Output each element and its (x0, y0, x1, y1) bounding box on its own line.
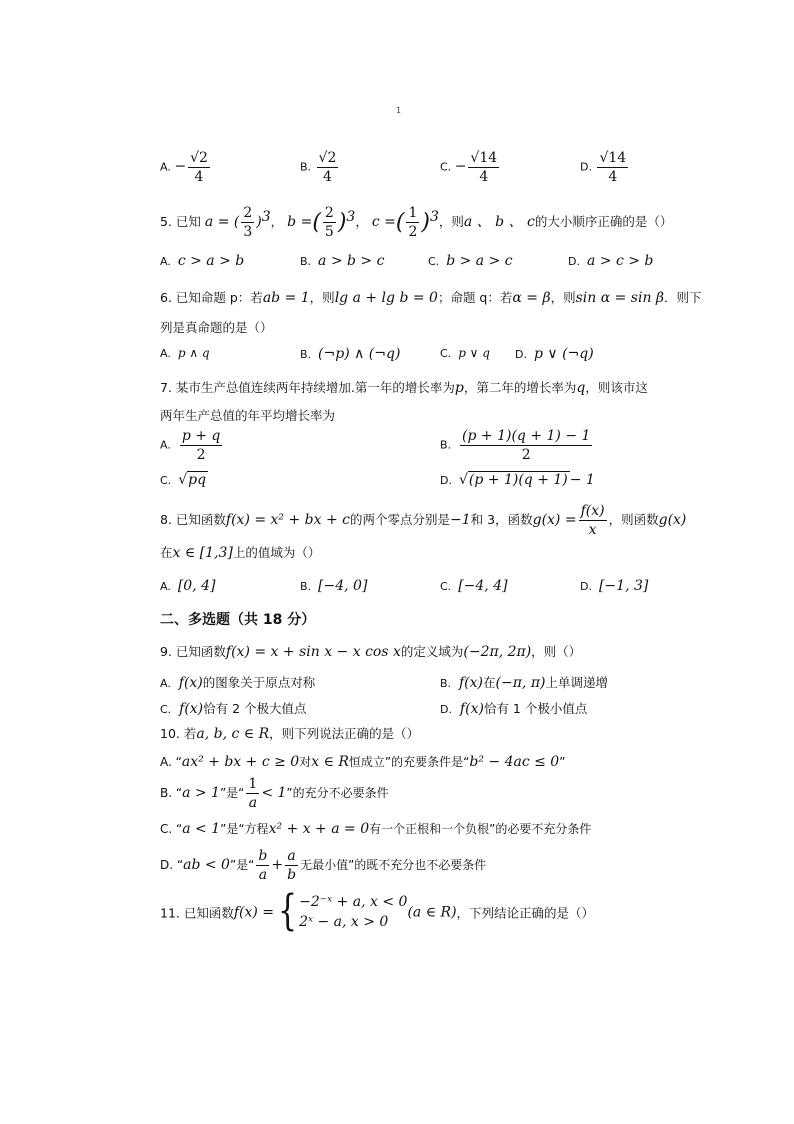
q9-option-d[interactable]: D. f(x)恰有 1 个极小值点 (440, 701, 588, 717)
left-brace: { (278, 887, 298, 937)
option-label: A. (160, 160, 171, 174)
q8-option-b[interactable]: B. [−4, 0] (300, 578, 368, 594)
fraction: $\frac{(p + 1)(q + 1) - 1}{2}$ (462, 428, 591, 464)
q4-option-c[interactable] (440, 150, 501, 185)
q7-option-b[interactable]: B. $\frac{(p + 1)(q + 1) - 1}{2}$ (440, 428, 591, 464)
fraction: $\frac{√14}{4}$ (599, 150, 627, 186)
radical-sign: √ (458, 472, 468, 488)
fraction: $\frac{√2}{4}$ (318, 150, 337, 186)
q10-option-a[interactable]: A. “ax² + bx + c ≥ 0对x ∈ R恒成立”的充要条件是“b² − 4ac ≤ 0” (160, 754, 566, 770)
fraction: $\frac{1}{a}$ (248, 776, 258, 812)
fraction: $\frac{a}{b}$ (287, 848, 297, 884)
question-5-stem: 5. 已知 a = ( $\frac{2}{3}$ )$^3$， b =( $\frac{2}{5}$ )$^3$， c =( $\frac{1}{2}$ )$^3$，则a 、 b 、 c的大小顺序正确的是（） (160, 205, 673, 241)
radical-sign: √ (178, 472, 188, 488)
fraction: $\frac{2}{5}$ (324, 205, 334, 241)
option-label: B. (300, 160, 312, 174)
question-8-stem-line1: 8. 已知函数f(x) = x² + bx + c的两个零点分别是−1和 3，函数g(x) = $\frac{f(x)}{x}$ ，则函数g(x) (160, 503, 687, 539)
question-11-stem: 11. 已知函数f(x) = { −2⁻ˣ + a, x < 0 2ˣ − a, x > 0 (a ∈ R)，下列结论正确的是（） (160, 887, 595, 937)
q8-option-c[interactable]: C. [−4, 4] (440, 578, 508, 594)
q7-option-a[interactable]: A. $\frac{p + q}{2}$ (160, 428, 221, 464)
fraction: $\frac{√2}{4}$ (190, 150, 208, 186)
question-6-stem-line2: 列是真命题的是（） (160, 320, 273, 335)
q9-option-a[interactable]: A. f(x)的图象关于原点对称 (160, 675, 316, 691)
q4-option-a[interactable] (160, 150, 212, 185)
q8-option-a[interactable]: A. [0, 4] (160, 578, 216, 594)
question-7-stem-line2: 两年生产总值的年平均增长率为 (160, 408, 336, 423)
q5-option-b[interactable]: B. a > b > c (300, 253, 385, 269)
q5-option-d[interactable]: D. a > c > b (568, 253, 654, 269)
q10-option-d[interactable]: D. “ab < 0”是“ $\frac{b}{a}$ + $\frac{a}{b}$ 无最小值”的既不充分也不必要条件 (160, 848, 487, 884)
paren-open: ( (312, 210, 321, 236)
fraction: $\frac{p + q}{2}$ (181, 428, 221, 464)
question-6-stem-line1: 6. 已知命题 p：若ab = 1，则lg a + lg b = 0；命题 q：若α = β，则sin α = sin β．则下 (160, 290, 702, 306)
section-heading: 二、多选题（共 18 分） (160, 612, 316, 628)
question-8-stem-line2: 在x ∈ [1,3]上的值域为（） (160, 545, 321, 561)
fraction: $\frac{2}{3}$ (243, 205, 253, 241)
q10-option-c[interactable]: C. “a < 1”是“方程x² + x + a = 0有一个正根和一个负根”的必要不充分条件 (160, 821, 592, 837)
q5-option-c[interactable]: C. b > a > c (428, 253, 513, 269)
page-number: 1 (396, 106, 402, 115)
q4-option-d[interactable] (580, 150, 630, 185)
fraction: $\frac{√14}{4}$ (470, 150, 498, 186)
q9-option-c[interactable]: C. f(x)恰有 2 个极大值点 (160, 701, 307, 717)
q4-option-b[interactable] (300, 150, 340, 185)
minus-sign: − (174, 158, 187, 175)
question-9-stem: 9. 已知函数f(x) = x + sin x − x cos x的定义域为(−2π, 2π)，则（） (160, 644, 582, 660)
question-10-stem: 10. 若a, b, c ∈ R，则下列说法正确的是（） (160, 726, 420, 742)
q9-option-b[interactable]: B. f(x)在(−π, π)上单调递增 (440, 675, 609, 691)
option-label: D. (580, 160, 592, 174)
fraction: $\frac{f(x)}{x}$ (580, 503, 605, 539)
q6-option-a[interactable]: A. p ∧ q (160, 346, 210, 360)
q6-option-d[interactable]: D. p ∨ (¬q) (515, 346, 594, 362)
minus-sign: − (454, 158, 467, 175)
paren-close: ) (421, 210, 430, 236)
fraction: $\frac{1}{2}$ (408, 205, 418, 241)
option-label: C. (440, 160, 452, 174)
q8-option-d[interactable]: D. [−1, 3] (580, 578, 649, 594)
q5-option-a[interactable]: A. c > a > b (160, 253, 245, 269)
paren-open: ( (395, 210, 405, 236)
q6-option-c[interactable]: C. p ∨ q (440, 346, 490, 360)
question-7-stem-line1: 7. 某市生产总值连续两年持续增加.第一年的增长率为p，第二年的增长率为q，则该市这 (160, 380, 648, 396)
paren-close: ) (337, 210, 347, 236)
fraction: $\frac{b}{a}$ (258, 848, 268, 884)
q7-option-c[interactable]: C. √pq (160, 472, 207, 488)
q6-option-b[interactable]: B. (¬p) ∧ (¬q) (300, 346, 401, 362)
piecewise-cases: −2⁻ˣ + a, x < 0 2ˣ − a, x > 0 (299, 894, 408, 931)
q10-option-b[interactable]: B. “a > 1”是“ $\frac{1}{a}$ < 1”的充分不必要条件 (160, 776, 389, 812)
q7-option-d[interactable]: D. √(p + 1)(q + 1) − 1 (440, 472, 595, 488)
